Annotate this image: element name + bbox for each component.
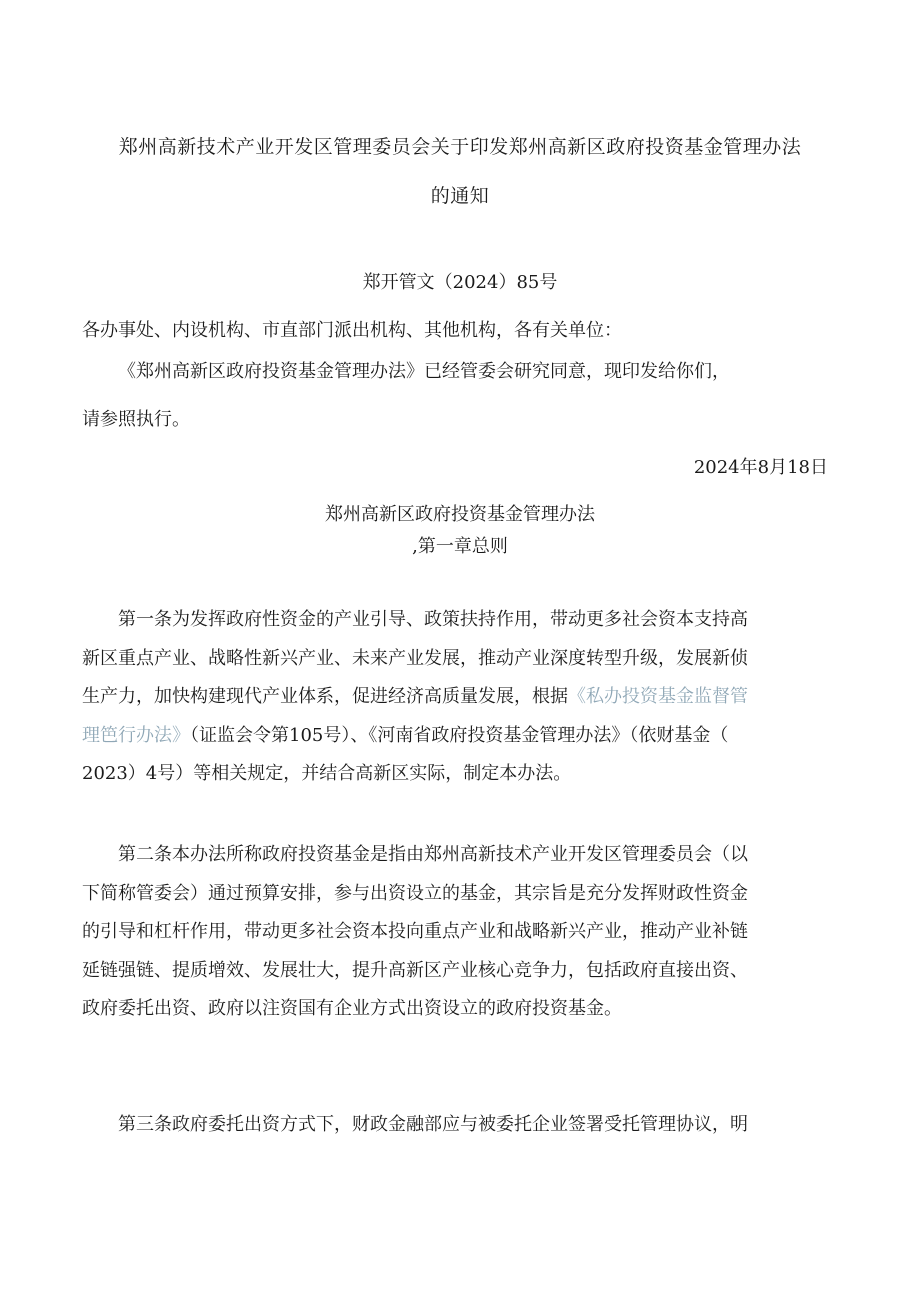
article-1-line: 生产力，加快构建现代产业体系，促进经济高质量发展，根据: [82, 686, 568, 708]
article-1-line: 2023）4号）等相关规定，并结合高新区实际，制定本办法。: [82, 763, 572, 785]
article-2-line: 延链强链、提质增效、发展壮大，提升高新区产业核心竞争力，包括政府直接出资、: [82, 959, 748, 981]
notice-title-line-1: 郑州高新技术产业开发区管理委员会关于印发郑州高新区政府投资基金管理办法: [118, 136, 802, 158]
chapter-heading: ,第一章总则: [412, 536, 508, 557]
article-1-line: 第一条为发挥政府性资金的产业引导、政策扶持作用，带动更多社会资本支持高: [118, 609, 748, 630]
article-3: [82, 1106, 826, 1145]
article-2-line: 的引导和杠杆作用，带动更多社会资本投向重点产业和战略新兴产业，推动产业补链: [82, 921, 748, 943]
article-1-line: （证监会令第105号）、《河南省政府投资基金管理办法》（依财基金（: [190, 724, 729, 746]
notice-body-line-1: 《郑州高新区政府投资基金管理办法》已经管委会研究同意，现印发给你们，: [118, 361, 730, 382]
article-2: [82, 836, 826, 1029]
document-number: 郑开管文（2024）85号: [362, 272, 558, 293]
article-2-line: 政府委托出资、政府以注资国有企业方式出资设立的政府投资基金。: [82, 998, 622, 1020]
recipients-line: 各办事处、内设机构、市直部门派出机构、其他机构，各有关单位：: [82, 320, 622, 341]
regulation-link[interactable]: 《私办投资基金监督管: [568, 686, 748, 708]
issue-date: 2024年8月18日: [693, 457, 828, 478]
notice-body-line-2: 请参照执行。: [82, 409, 190, 430]
regulation-link[interactable]: 理笆行办法》: [82, 724, 190, 746]
notice-title-line-2: 的通知: [430, 185, 490, 207]
article-1-line: 新区重点产业、战略性新兴产业、未来产业发展，推动产业深度转型升级，发展新侦: [82, 647, 748, 669]
article-2-line: 下简称管委会）通过预算安排，参与出资设立的基金，其宗旨是充分发挥财政性资金: [82, 882, 748, 904]
measures-title: 郑州高新区政府投资基金管理办法: [325, 504, 595, 525]
article-2-line: 第二条本办法所称政府投资基金是指由郑州高新技术产业开发区管理委员会（以: [118, 844, 748, 865]
article-3-line: 第三条政府委托出资方式下，财政金融部应与被委托企业签署受托管理协议，明: [118, 1114, 748, 1135]
article-1: [82, 601, 826, 794]
